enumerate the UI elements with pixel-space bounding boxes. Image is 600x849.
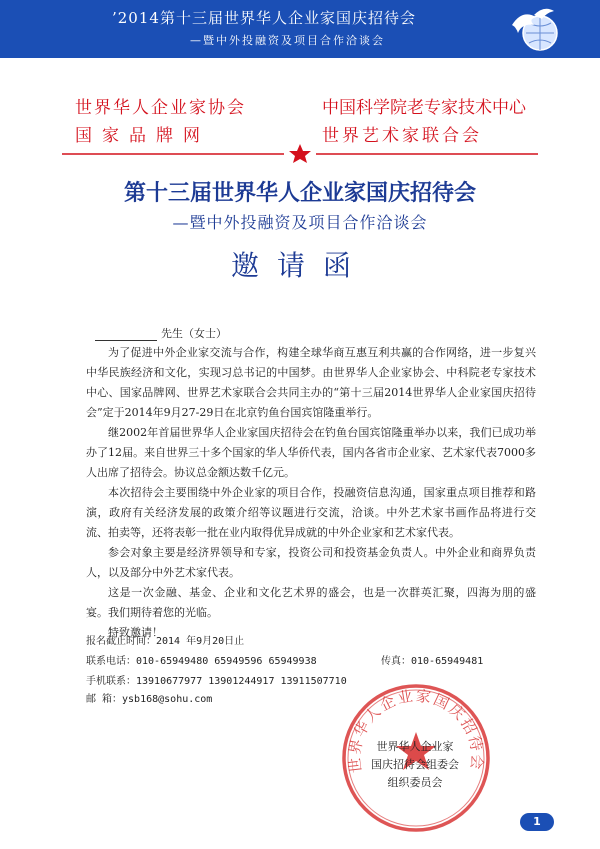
organizer-world-artists-federation: 世界艺术家联合会: [322, 126, 482, 146]
paragraph-5: 这是一次金融、基金、企业和文化艺术界的盛会，也是一次群英汇聚，四海为朋的盛宴。我们期待着您的光临。: [86, 586, 536, 619]
paragraph-4: 参会对象主要是经济界领导和专家，投资公司和投资基金负责人。中外企业和商界负责人，以及部分中外艺术家代表。: [86, 546, 536, 579]
letter-body: [86, 343, 536, 643]
contact-email: 邮 箱：ysb168@sohu.com: [86, 694, 213, 705]
dove-globe-icon: [508, 3, 562, 55]
name-blank: [95, 328, 157, 341]
signature-line-3: 组织委员会: [387, 776, 443, 789]
main-title: 第十三届世界华人企业家国庆招待会: [123, 180, 476, 206]
paragraph-3: 本次招待会主要围绕中外企业家的项目合作，投融资信息沟通，国家重点项目推荐和路演，政府有关经济发展的政策介绍等议题进行交流，洽谈。中外艺术家书画作品将进行交流、拍卖等，还将表彰一批在业内取得优异成就的中外企业家和艺术家代表。: [86, 486, 536, 539]
header-subtitle: —暨中外投融资及项目合作洽谈会: [190, 34, 385, 47]
seal-text: 世界华人企业家国庆招待会: [345, 686, 487, 774]
header-title: ’2014第十三届世界华人企业家国庆招待会: [112, 9, 416, 27]
signature-line-1: 世界华人企业家: [376, 740, 454, 753]
contact-fax: 传真：010-65949481: [381, 656, 484, 667]
contact-mobile: 手机联系：13910677977 13901244917 13911507710: [86, 676, 347, 687]
salutation-text: 先生（女士）: [161, 327, 227, 340]
organizer-cas-expert-center: 中国科学院老专家技术中心: [322, 98, 526, 118]
contact-phone-row: [86, 652, 556, 667]
invitation-title: 邀请函: [230, 249, 369, 282]
paragraph-1: 为了促进中外企业家交流与合作，构建全球华商互惠互利共赢的合作网络，进一步复兴中华民族经济和文化，实现习总书记的中国梦。由世界华人企业家协会、中科院老专家技术中心、国家品牌网、世界艺术家联合会共同主办的“第十三届2014世界华人企业家国庆招待会”定于2014年9月27-29日在北京钓鱼台国宾馆隆重举行。: [86, 346, 536, 419]
salutation: [95, 325, 227, 341]
organizer-world-chinese-entrepreneurs: 世界华人企业家协会: [75, 98, 246, 118]
signature-line-2: 国庆招待会组委会: [371, 758, 459, 771]
registration-deadline: 报名截止时间：2014 年9月20日止: [86, 636, 245, 647]
red-star-icon: [289, 144, 311, 163]
sub-title: —暨中外投融资及项目合作洽谈会: [172, 213, 428, 232]
contact-phone: 联系电话：010-65949480 65949596 65949938: [86, 656, 317, 667]
header-bar: [0, 0, 600, 58]
paragraph-2: 继2002年首届世界华人企业家国庆招待会在钓鱼台国宾馆隆重举办以来，我们已成功举办了12届。来自世界三十多个国家的华人华侨代表，国内各省市企业家、艺术家代表7000多人出席了招待会。协议总金额达数千亿元。: [86, 426, 536, 479]
organizer-national-brand-net: 国家品牌网: [75, 126, 210, 146]
page-number: 1: [520, 813, 554, 831]
red-divider: [62, 153, 538, 155]
paragraph-6: 特致邀请！: [108, 626, 163, 639]
